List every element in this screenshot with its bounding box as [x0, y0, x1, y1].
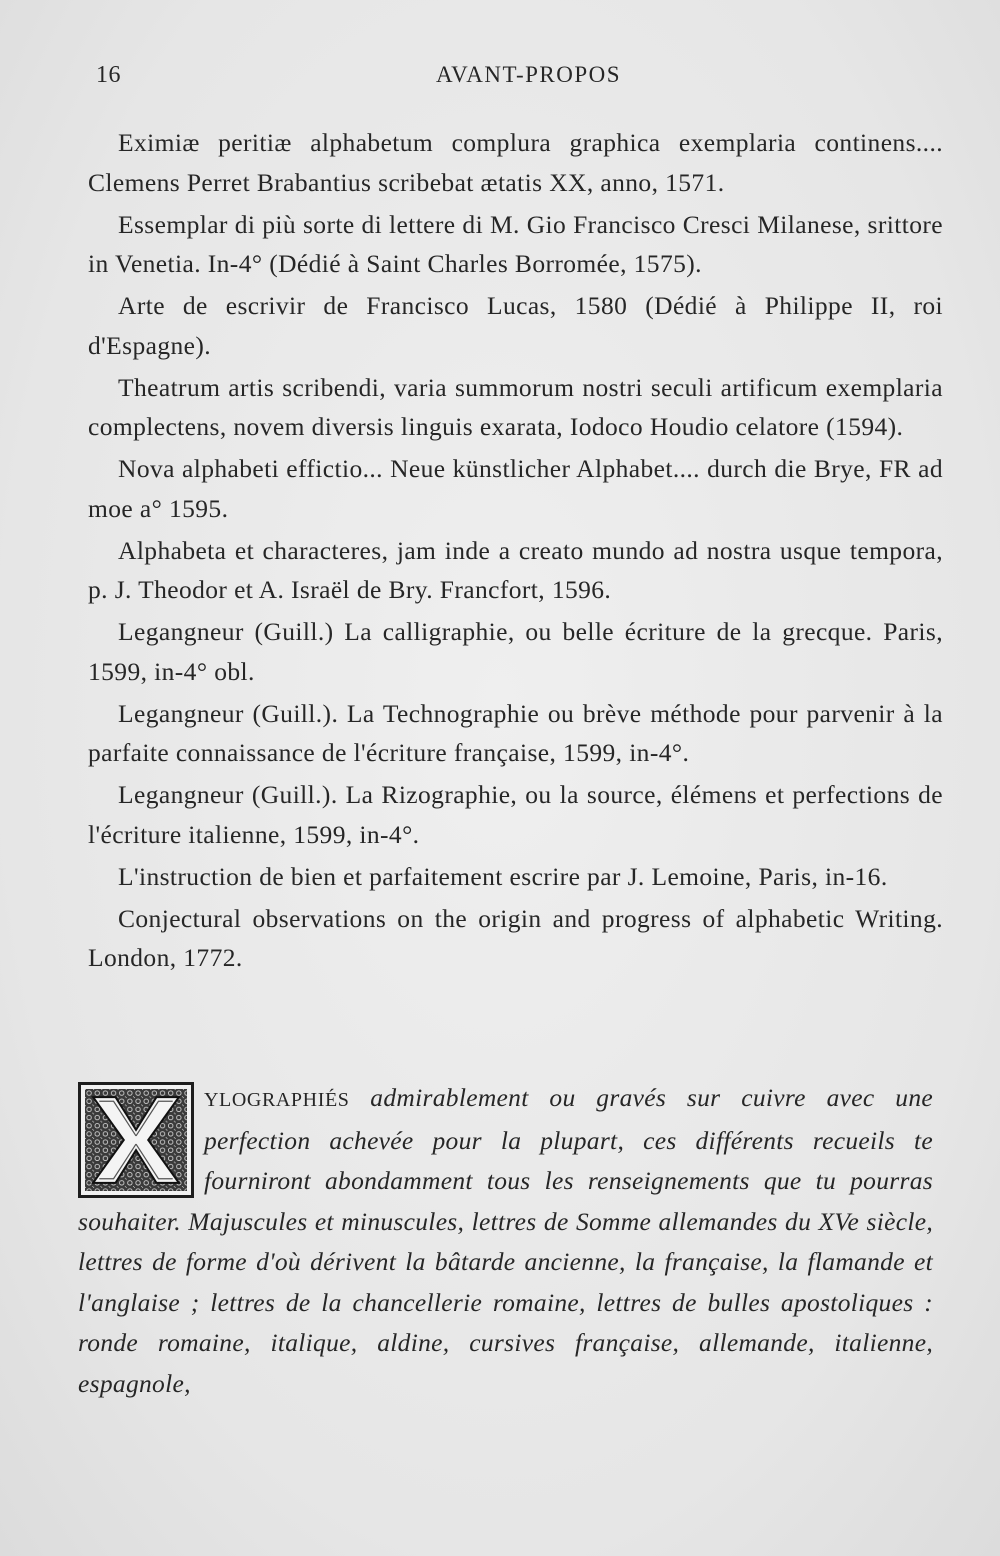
section-body-italic: admirablement ou gravés sur cuivre avec une perfection achevée pour la plupart, ces différents recueils te fourniront abondamment tous les renseignements que tu pourras souhaiter. Majuscules et minuscules, lettres de Somme allemandes du XVe siècle, lettres de forme d'où dérivent la bâtarde ancienne, la française, la flamande et l'anglaise ; lettres de la chancellerie romaine, lettres de bulles apostoliques : ronde romaine, italique, aldine, cursives française, allemande, italienne, espagnole, [78, 1083, 933, 1398]
bibliography-entry: Legangneur (Guill.) La calligraphie, ou belle écriture de la grecque. Paris, 1599, in-4° obl. [88, 617, 943, 686]
page-number: 16 [96, 62, 121, 88]
bibliography-entry: L'instruction de bien et parfaitement escrire par J. Lemoine, Paris, in-16. [118, 861, 888, 891]
bibliography-entry: Conjectural observations on the origin and progress of alphabetic Writing. London, 1772. [88, 903, 943, 972]
bibliography-entry: Theatrum artis scribendi, varia summorum nostri seculi artificum exemplaria complectens, novem diversis linguis exarata, Iodoco Houdio celatore (1594). [88, 372, 943, 441]
xylographies-paragraph [78, 1078, 933, 1404]
ornamental-drop-cap [78, 1082, 194, 1198]
bibliography-entry: Legangneur (Guill.). La Rizographie, ou la source, élémens et perfections de l'écriture italienne, 1599, in-4°. [88, 780, 943, 849]
bibliography-entry: Arte de escrivir de Francisco Lucas, 1580 (Dédié à Philippe II, roi d'Espagne). [88, 291, 943, 360]
bibliography-entry: Nova alphabeti effictio... Neue künstlicher Alphabet.... durch die Brye, FR ad moe a° 1595. [88, 454, 943, 523]
section-paragraph [78, 1078, 933, 1404]
bibliography-entry: Essemplar di più sorte di lettere di M. Gio Francisco Cresci Milanese, srittore in Venetia. In-4° (Dédié à Saint Charles Borromée, 1575). [88, 209, 943, 278]
bibliography-entry: Legangneur (Guill.). La Technographie ou brève méthode pour parvenir à la parfaite connaissance de l'écriture française, 1599, in-4°. [88, 698, 943, 767]
ornament-x-icon [85, 1089, 187, 1191]
running-title: AVANT-PROPOS [436, 62, 622, 87]
page-header [96, 62, 941, 96]
bibliography-entry: Eximiæ peritiæ alphabetum complura graphica exemplaria continens.... Clemens Perret Brabantius scribebat ætatis XX, anno, 1571. [88, 128, 943, 197]
lead-small-caps: YLOGRAPHIÉS [204, 1089, 350, 1111]
bibliography-entry: Alphabeta et characteres, jam inde a creato mundo ad nostra usque tempora, p. J. Theodor et A. Israël de Bry. Francfort, 1596. [88, 535, 943, 604]
bibliography-list [88, 123, 943, 980]
